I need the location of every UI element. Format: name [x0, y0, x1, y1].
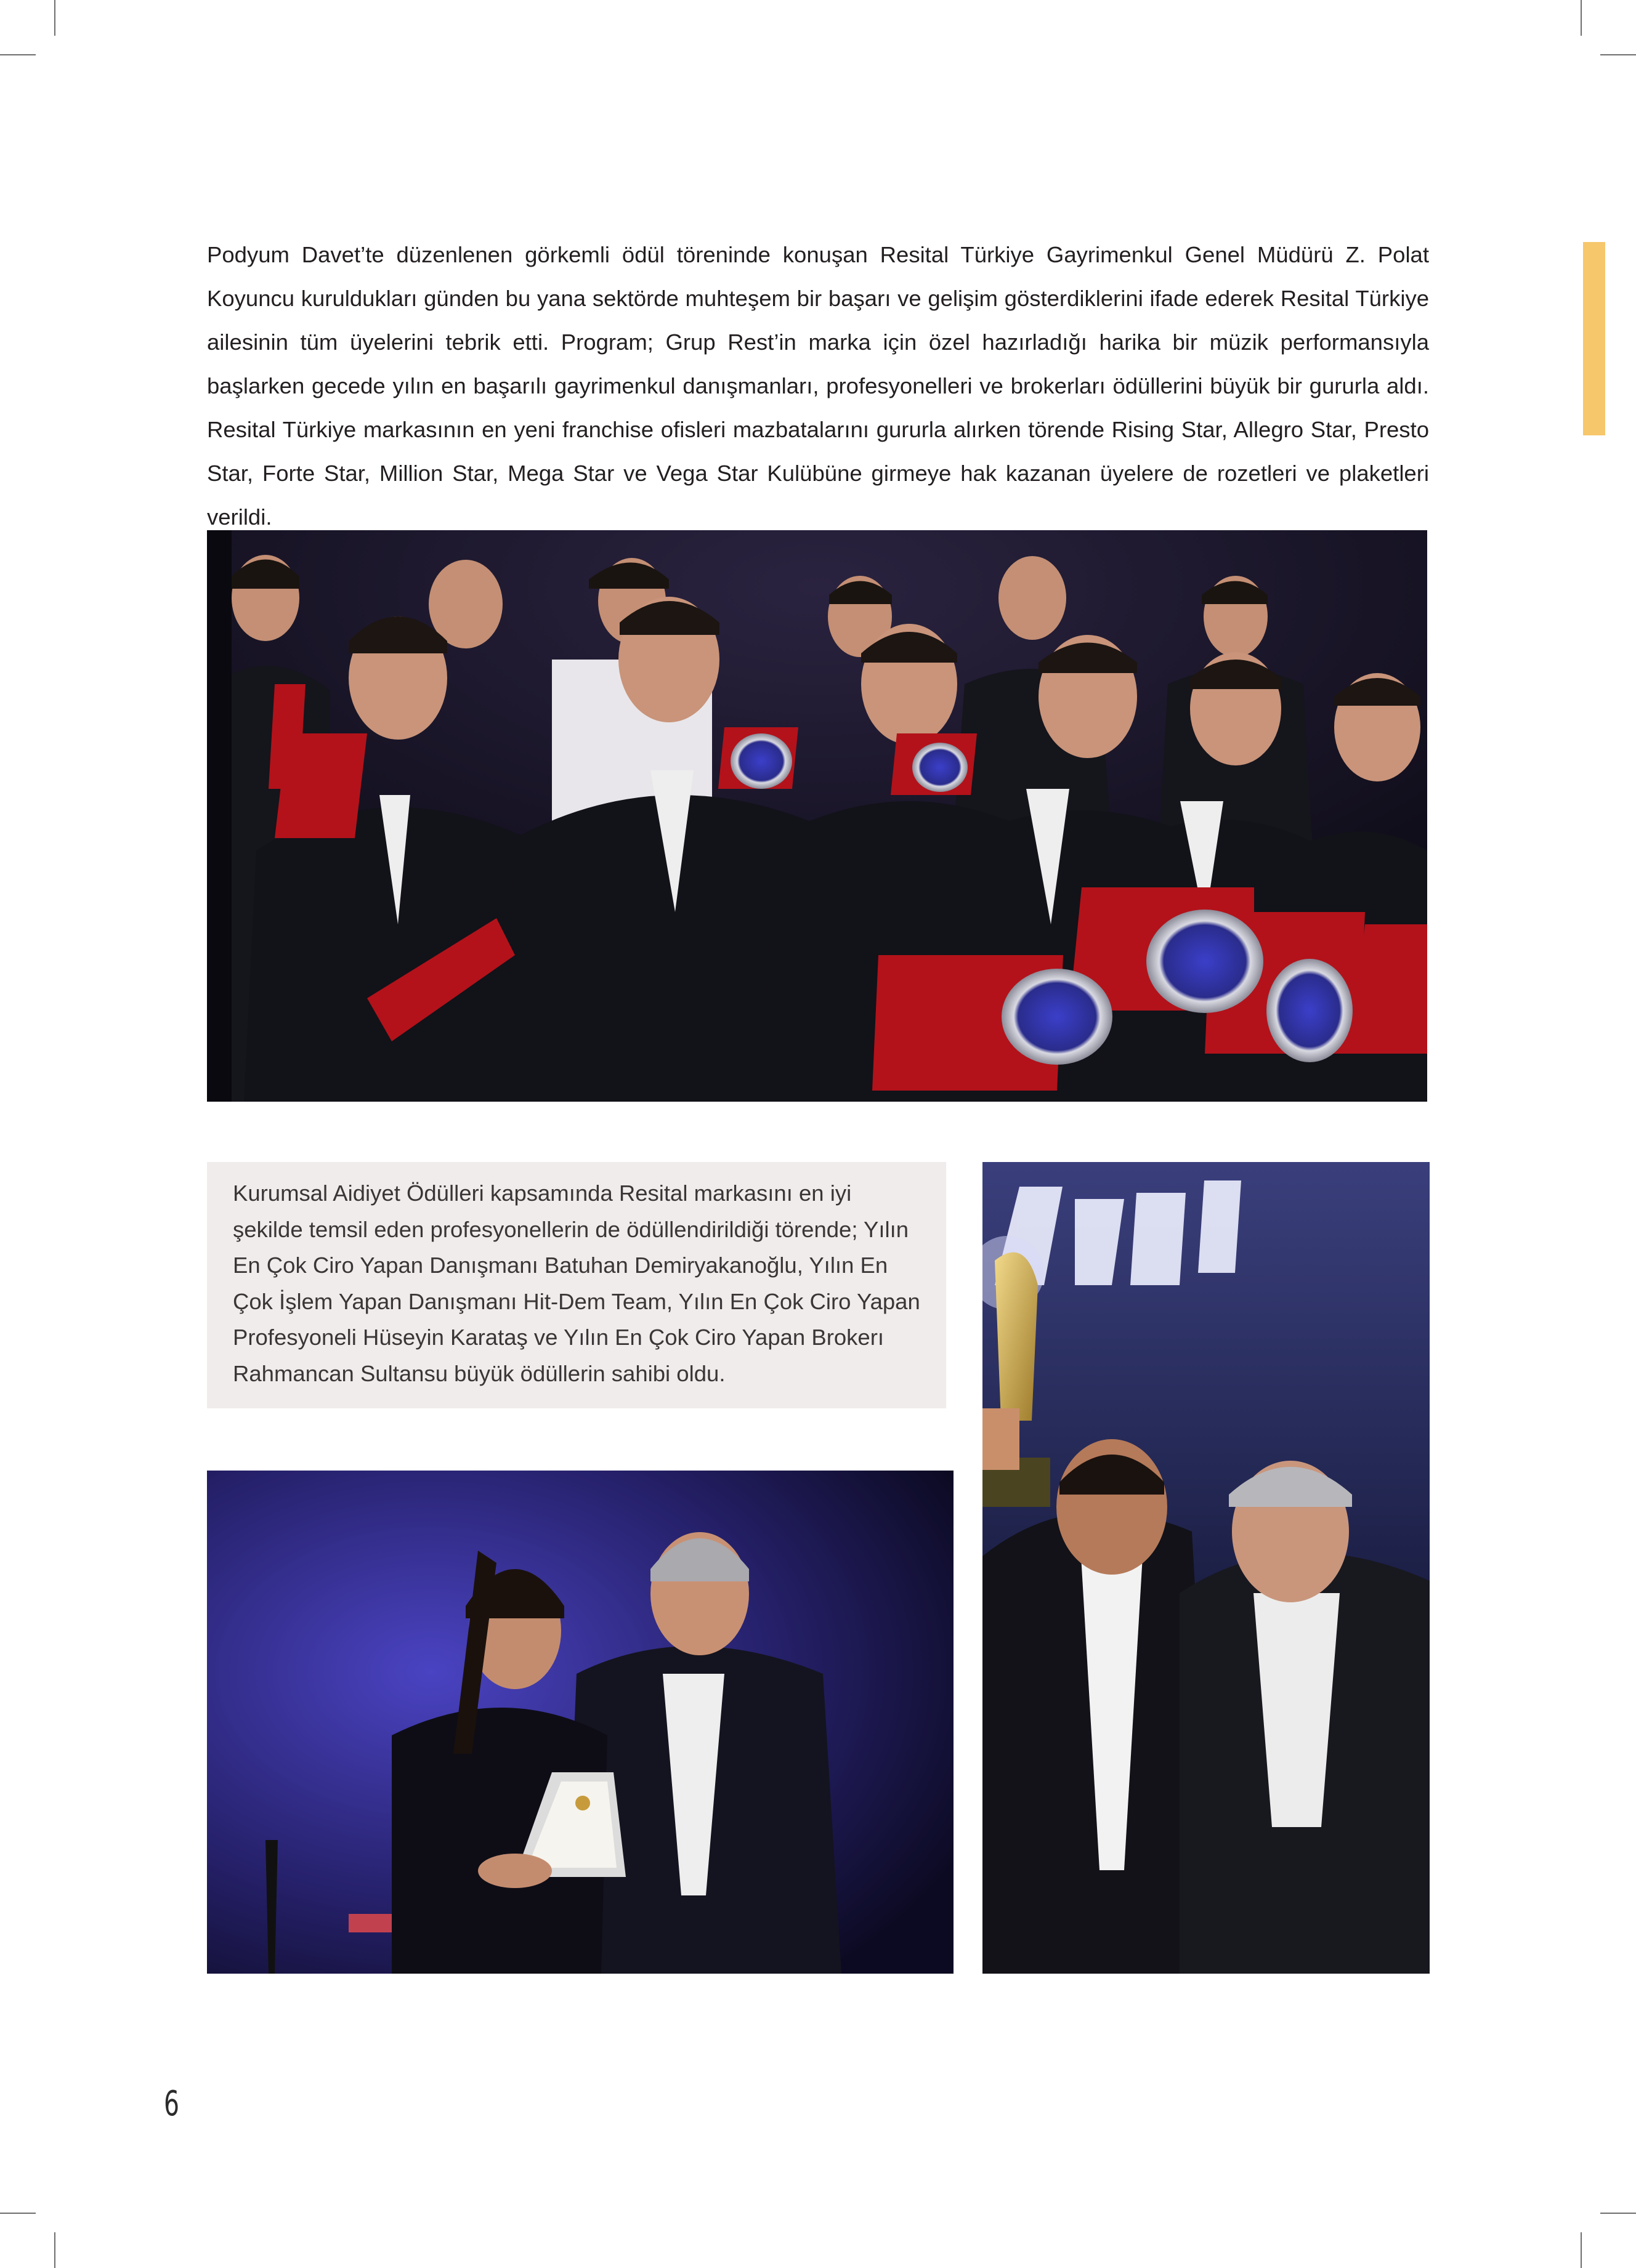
accent-bar — [1583, 242, 1605, 435]
woman-award-photo-image — [207, 1471, 954, 1974]
crop-mark — [1581, 0, 1582, 36]
crop-mark — [1581, 2232, 1582, 2268]
crop-mark — [0, 54, 36, 55]
woman-award-photo — [207, 1471, 954, 1974]
crop-mark — [0, 2213, 36, 2214]
crop-mark — [54, 2232, 55, 2268]
group-award-photo-image — [207, 530, 1427, 1102]
crop-mark — [54, 0, 55, 36]
crop-mark — [1600, 2213, 1636, 2214]
trophy-photo — [982, 1162, 1430, 1974]
caption-box — [207, 1162, 946, 1408]
page-number: 6 — [164, 2084, 179, 2124]
crop-mark — [1600, 54, 1636, 55]
caption-text: Kurumsal Aidiyet Ödülleri kapsamında Resital markasını en iyi şekilde temsil eden profesyonellerin de ödüllendirildiği törende; Yılın En Çok Ciro Yapan Danışmanı Batuhan Demiryakanoğlu, Yılın En Çok İşlem Yapan Danışmanı Hit-Dem Team, Yılın En Çok Ciro Yapan Profesyoneli Hüseyin Karataş ve Yılın En Çok Ciro Yapan Brokerı Rahmancan Sultansu büyük ödüllerin sahibi oldu. — [233, 1180, 920, 1386]
trophy-photo-image — [982, 1162, 1430, 1974]
group-award-photo — [207, 530, 1427, 1102]
intro-paragraph: Podyum Davet’te düzenlenen görkemli ödül töreninde konuşan Resital Türkiye Gayrimenkul Genel Müdürü Z. Polat Koyuncu kuruldukları günden bu yana sektörde muhteşem bir başarı ve gelişim gösterdiklerini ifade ederek Resital Türkiye ailesinin tüm üyelerini tebrik etti. Program; Grup Rest’in marka için özel hazırladığı harika bir müzik performansıyla başlarken gecede yılın en başarılı gayrimenkul danışmanları, profesyonelleri ve brokerları ödüllerini büyük bir gururla aldı. Resital Türkiye markasının en yeni franchise ofisleri mazbatalarını gururla alırken törende Rising Star, Allegro Star, Presto Star, Forte Star, Million Star, Mega Star ve Vega Star Kulübüne girmeye hak kazanan üyelere de rozetleri ve plaketleri verildi. — [207, 242, 1429, 530]
